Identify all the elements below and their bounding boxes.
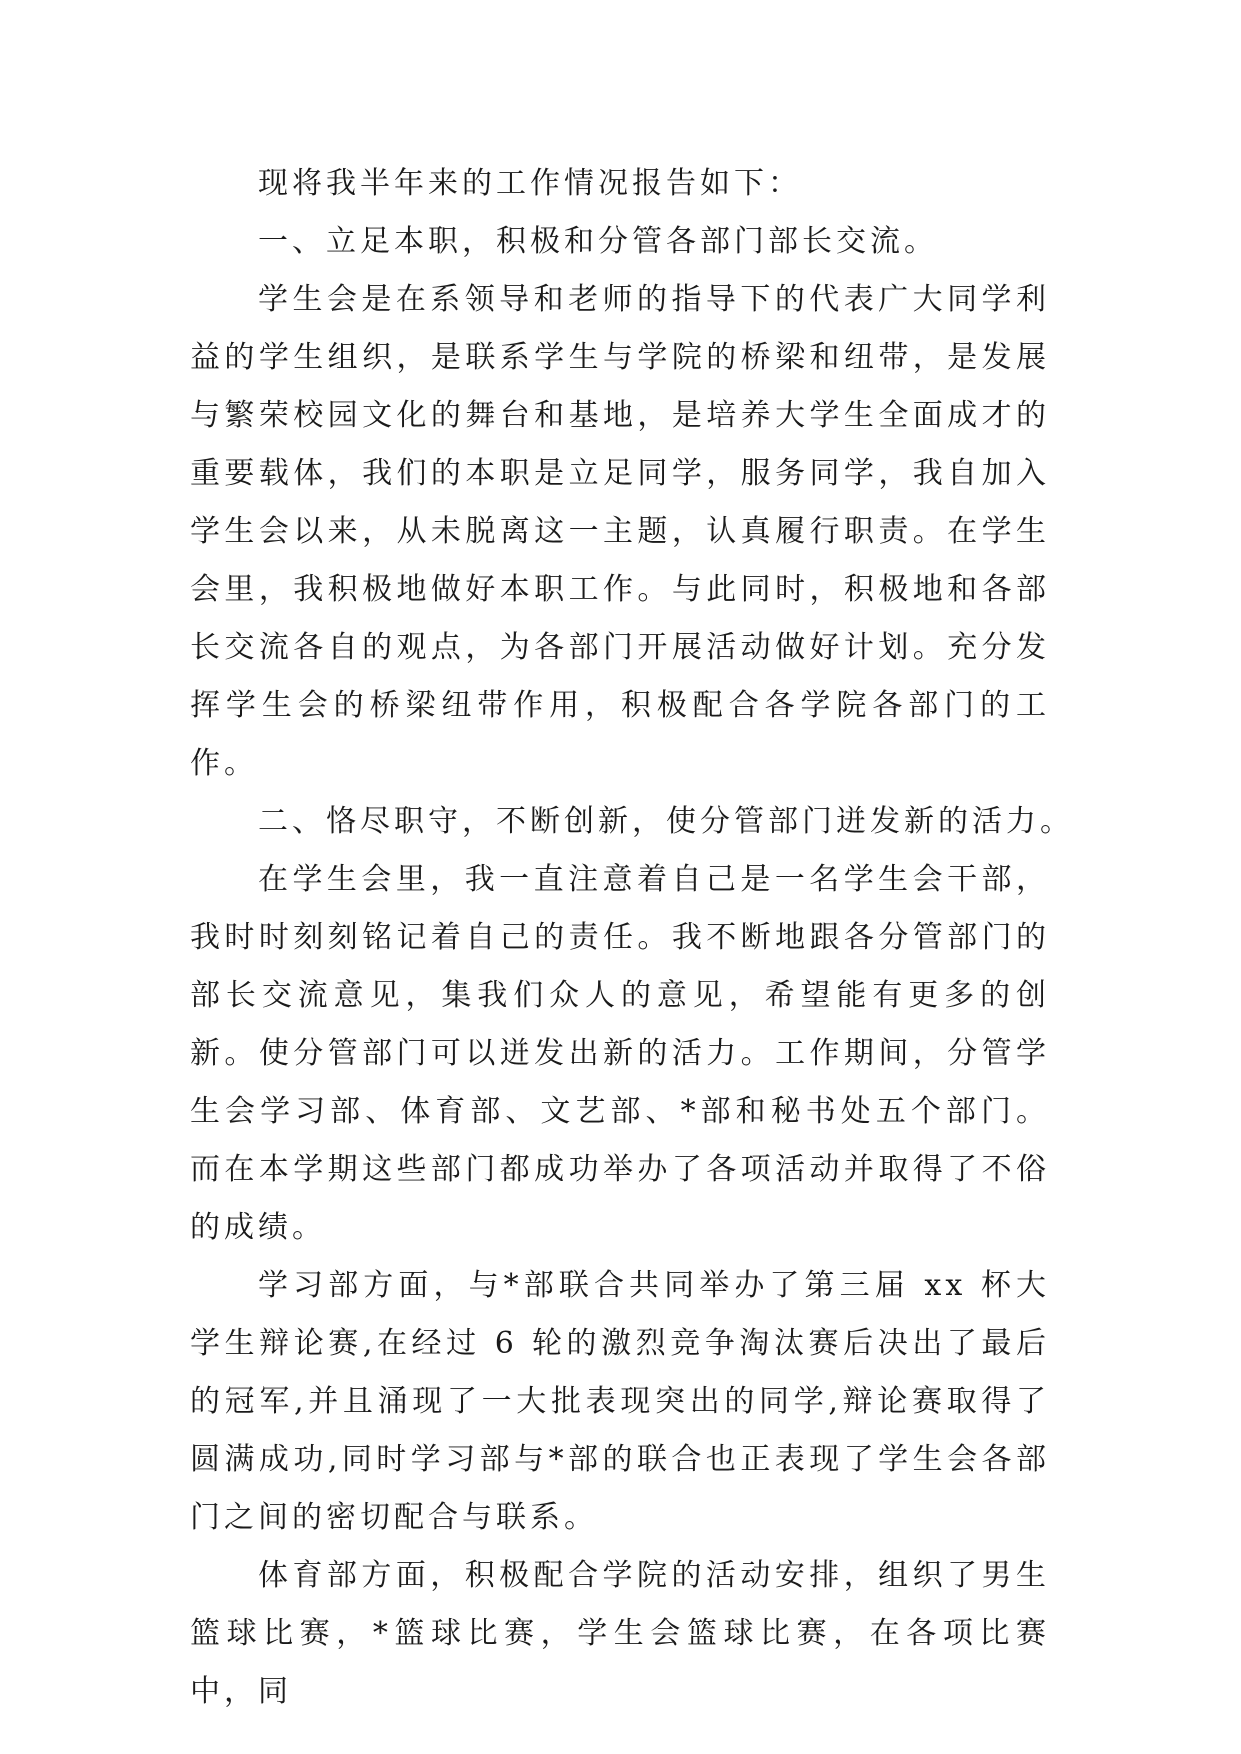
paragraph-sports-dept: 体育部方面，积极配合学院的活动安排，组织了男生篮球比赛，*篮球比赛，学生会篮球比赛，在各项比赛中，同 <box>190 1558 1050 1709</box>
paragraph-section-2: 在学生会里，我一直注意着自己是一名学生会干部，我时时刻刻铭记着自己的责任。我不断地跟各分管部门的部长交流意见，集我们众人的意见，希望能有更多的创新。使分管部门可以迸发出新的活力。工作期间，分管学生会学习部、体育部、文艺部、*部和秘书处五个部门。而在本学期这些部门都成功举办了各项活动并取得了不俗的成绩。 <box>190 862 1050 1245</box>
paragraph-intro: 现将我半年来的工作情况报告如下： <box>258 166 802 201</box>
section-heading-2: 二、恪尽职守，不断创新，使分管部门迸发新的活力。 <box>258 804 1074 839</box>
paragraph-section-1: 学生会是在系领导和老师的指导下的代表广大同学利益的学生组织，是联系学生与学院的桥梁和纽带，是发展与繁荣校园文化的舞台和基地，是培养大学生全面成才的重要载体，我们的本职是立足同学，服务同学，我自加入学生会以来，从未脱离这一主题，认真履行职责。在学生会里，我积极地做好本职工作。与此同时，积极地和各部长交流各自的观点，为各部门开展活动做好计划。充分发挥学生会的桥梁纽带作用，积极配合各学院各部门的工作。 <box>190 282 1050 781</box>
paragraph-study-dept: 学习部方面，与*部联合共同举办了第三届 xx 杯大学生辩论赛,在经过 6 轮的激烈竞争淘汰赛后决出了最后的冠军,并且涌现了一大批表现突出的同学,辩论赛取得了圆满成功,同时学习部与*部的联合也正表现了学生会各部门之间的密切配合与联系。 <box>190 1268 1050 1535</box>
document-body <box>190 155 1074 1721</box>
section-heading-1: 一、立足本职，积极和分管各部门部长交流。 <box>258 224 938 259</box>
